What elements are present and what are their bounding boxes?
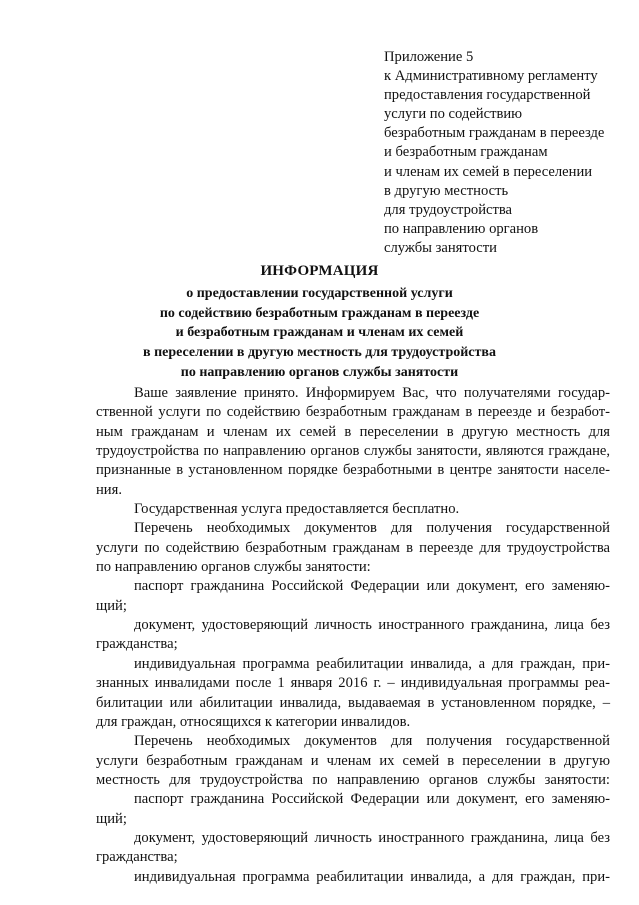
appendix-line: в другую местность xyxy=(384,182,509,199)
body-line: ным гражданам и членам их семей в переселении в другую местность для xyxy=(96,423,610,440)
body-line: ния. xyxy=(96,481,122,498)
body-line: услуги по содействию безработным гражданам в переезде для трудоустройства xyxy=(96,539,610,556)
appendix-block xyxy=(384,48,629,258)
appendix-line: и безработным гражданам xyxy=(384,144,548,161)
body-line: трудоустройства по направлению органов службы занятости, являются граждане, xyxy=(96,443,610,460)
body-line: Ваше заявление принято. Информируем Вас, что получателями государ- xyxy=(134,385,610,401)
body-line: гражданства; xyxy=(96,636,178,653)
appendix-line: для трудоустройства xyxy=(384,201,513,218)
body-line: местность для трудоустройства по направлению органов службы занятости: xyxy=(96,771,610,788)
appendix-line: службы занятости xyxy=(384,239,497,256)
body-line: индивидуальная программа реабилитации инвалида, а для граждан, при- xyxy=(134,655,610,672)
subtitle-line: в переселении в другую местность для трудоустройства xyxy=(143,345,496,361)
document-title: ИНФОРМАЦИЯ xyxy=(260,263,379,279)
body-line: гражданства; xyxy=(96,849,178,866)
appendix-line: к Административному регламенту xyxy=(384,68,598,85)
body-line: признанные в установленном порядке безработными в центре занятости населе- xyxy=(96,462,610,479)
appendix-line: услуги по содействию xyxy=(384,106,523,123)
document-body xyxy=(96,384,610,887)
body-line: документ, удостоверяющий личность иностранного гражданина, лица без xyxy=(134,829,610,846)
body-line: Перечень необходимых документов для получения государственной xyxy=(134,520,610,537)
body-line: по направлению органов службы занятости: xyxy=(96,559,371,576)
subtitle-line: и безработным гражданам и членам их семей xyxy=(175,325,464,341)
body-line: знанных инвалидами после 1 января 2016 г. – индивидуальная программы реа- xyxy=(96,675,610,692)
body-line: Государственная услуга предоставляется бесплатно. xyxy=(134,501,460,518)
appendix-line: и членам их семей в переселении xyxy=(384,163,593,180)
body-line: паспорт гражданина Российской Федерации или документ, его заменяю- xyxy=(134,578,610,595)
body-line: для граждан, относящихся к категории инвалидов. xyxy=(96,713,411,730)
subtitle-line: о предоставлении государственной услуги xyxy=(186,286,453,301)
body-line: индивидуальная программа реабилитации инвалида, а для граждан, при- xyxy=(134,868,610,885)
document-subtitle xyxy=(0,284,639,383)
appendix-line: по направлению органов xyxy=(384,220,539,237)
appendix-line: безработным гражданам в переезде xyxy=(384,125,605,142)
body-line: Перечень необходимых документов для получения государственной xyxy=(134,733,610,750)
subtitle-line: по содействию безработным гражданам в переезде xyxy=(159,305,480,321)
body-line: щий; xyxy=(96,810,127,827)
body-line: щий; xyxy=(96,597,127,614)
appendix-line: Приложение 5 xyxy=(384,49,474,65)
appendix-line: предоставления государственной xyxy=(384,87,591,104)
body-line: услуги безработным гражданам и членам их семей в переселении в другую xyxy=(96,752,610,769)
body-line: паспорт гражданина Российской Федерации или документ, его заменяю- xyxy=(134,791,610,808)
body-line: билитации или абилитации инвалида, выдаваемая в установленном порядке, – xyxy=(96,694,610,711)
subtitle-line: по направлению органов службы занятости xyxy=(180,364,459,380)
body-line: документ, удостоверяющий личность иностранного гражданина, лица без xyxy=(134,617,610,634)
body-line: ственной услуги по содействию безработным гражданам в переезде и безработ- xyxy=(96,404,610,421)
